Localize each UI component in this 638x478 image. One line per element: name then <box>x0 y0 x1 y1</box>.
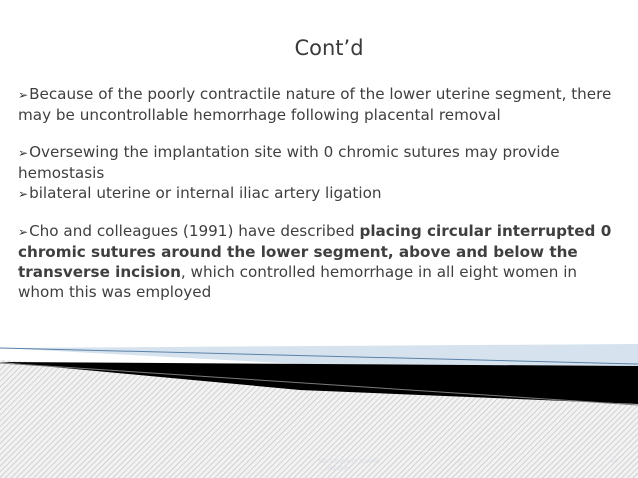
bullet-text-bold: placing circular interrupted 0 chromic sutures around the lower segment, above and below the transverse incision <box>18 222 612 281</box>
bullet-text: bilateral uterine or internal iliac artery ligation <box>29 184 382 202</box>
footer-line-2: ... Abrahim <box>318 465 351 472</box>
footer-left-text <box>318 458 380 472</box>
slide-body <box>18 84 622 302</box>
arrow-bullet-icon: ➢ <box>18 225 29 239</box>
bullet-text: Oversewing the implantation site with 0 chromic sutures may provide hemostasis <box>18 143 560 182</box>
page-number: 40 <box>610 458 618 465</box>
bullet-item <box>18 183 622 204</box>
arrow-bullet-icon: ➢ <box>18 88 29 102</box>
decorative-bands <box>0 330 638 478</box>
bullet-text-pre: Cho and colleagues (1991) have described <box>29 222 360 240</box>
bullet-item <box>18 221 622 302</box>
arrow-bullet-icon: ➢ <box>18 187 29 201</box>
bullet-text-post: , which controlled hemorrhage in all eight women in whom this was employed <box>18 263 578 301</box>
arrow-bullet-icon: ➢ <box>18 146 29 160</box>
bullet-item <box>18 142 622 183</box>
footer-line-1: Management of AKH <box>318 458 380 465</box>
bullet-item <box>18 84 622 125</box>
slide-title: Cont’d <box>294 36 364 60</box>
bullet-text: Because of the poorly contractile nature of the lower uterine segment, there may be uncontrollable hemorrhage following placental removal <box>18 85 612 124</box>
footer-middle-text: D <box>458 460 463 467</box>
